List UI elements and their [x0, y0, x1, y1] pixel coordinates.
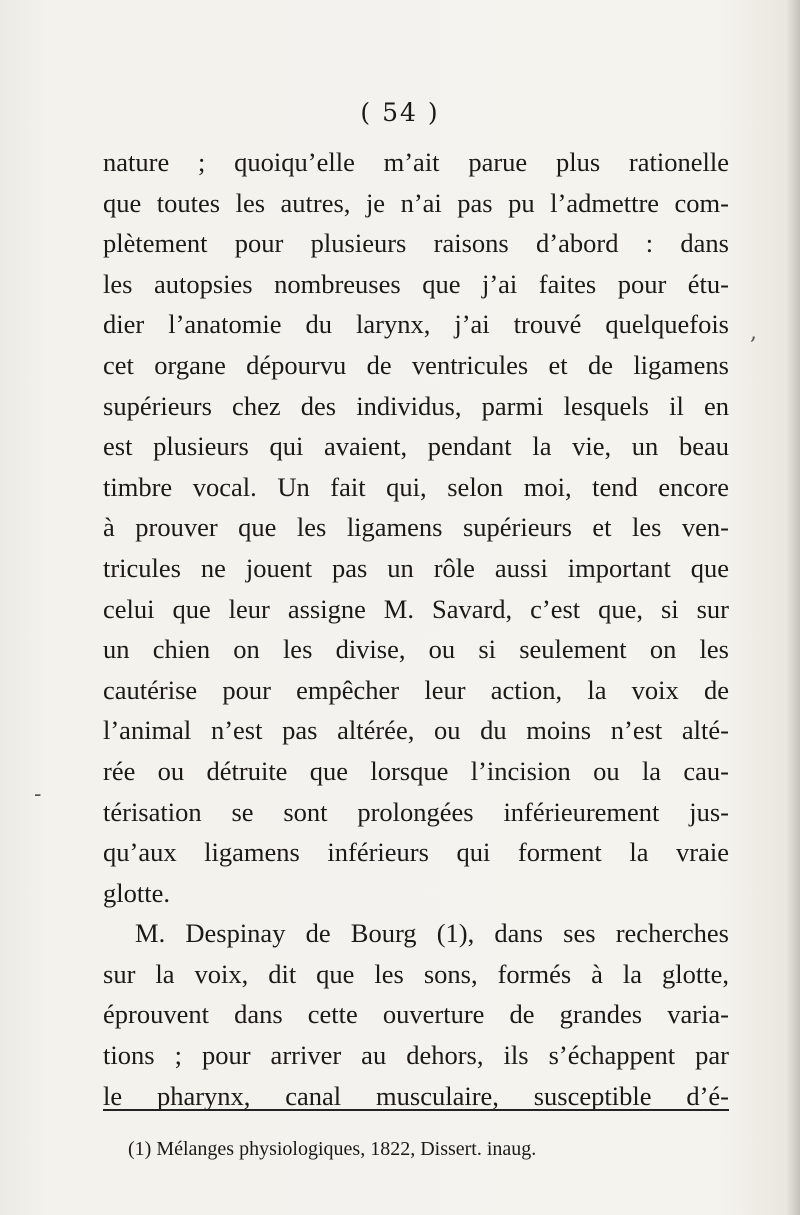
text-line: tions ; pour arriver au dehors, ils s’échappent par	[103, 1040, 729, 1071]
body-text	[103, 142, 729, 1116]
text-line: l’animal n’est pas altérée, ou du moins n’est alté-	[103, 715, 729, 746]
text-line: le pharynx, canal musculaire, susceptible d’é-	[103, 1080, 729, 1111]
page-number: ( 54 )	[360, 98, 440, 127]
text-line: tricules ne jouent pas un rôle aussi important que	[103, 552, 729, 583]
page-edge-shadow	[786, 0, 800, 1215]
footnote-rule	[103, 1109, 729, 1111]
text-line: plètement pour plusieurs raisons d’abord : dans	[103, 228, 729, 259]
text-line: sur la voix, dit que les sons, formés à la glotte,	[103, 958, 729, 989]
text-line: un chien on les divise, ou si seulement on les	[103, 634, 729, 665]
text-line: glotte.	[103, 877, 170, 908]
text-line: térisation se sont prolongées inférieurement jus-	[103, 796, 729, 827]
text-line: éprouvent dans cette ouverture de grandes varia-	[103, 999, 729, 1030]
margin-mark: -	[34, 782, 42, 807]
text-line: timbre vocal. Un fait qui, selon moi, tend encore	[103, 471, 729, 502]
text-line: à prouver que les ligamens supérieurs et les ven-	[103, 512, 729, 543]
text-line: cautérise pour empêcher leur action, la voix de	[103, 674, 729, 705]
text-line: est plusieurs qui avaient, pendant la vie, un beau	[103, 431, 729, 462]
text-line: celui que leur assigne M. Savard, c’est que, si sur	[103, 593, 729, 624]
text-line: nature ; quoiqu’elle m’ait parue plus rationelle	[103, 147, 729, 177]
text-line: cet organe dépourvu de ventricules et de ligamens	[103, 349, 729, 380]
text-line: M. Despinay de Bourg (1), dans ses recherches	[135, 918, 729, 949]
text-line: dier l’anatomie du larynx, j’ai trouvé quelquefois	[103, 309, 729, 340]
text-line: rée ou détruite que lorsque l’incision ou la cau-	[103, 755, 729, 786]
text-line: qu’aux ligamens inférieurs qui forment la vraie	[103, 837, 729, 868]
text-line: que toutes les autres, je n’ai pas pu l’admettre com-	[103, 187, 729, 218]
footnote: (1) Mélanges physiologiques, 1822, Dissert. inaug.	[128, 1138, 537, 1160]
text-line: supérieurs chez des individus, parmi lesquels il en	[103, 390, 729, 421]
margin-mark: ,	[750, 320, 757, 345]
text-line: les autopsies nombreuses que j’ai faites pour étu-	[103, 268, 729, 299]
